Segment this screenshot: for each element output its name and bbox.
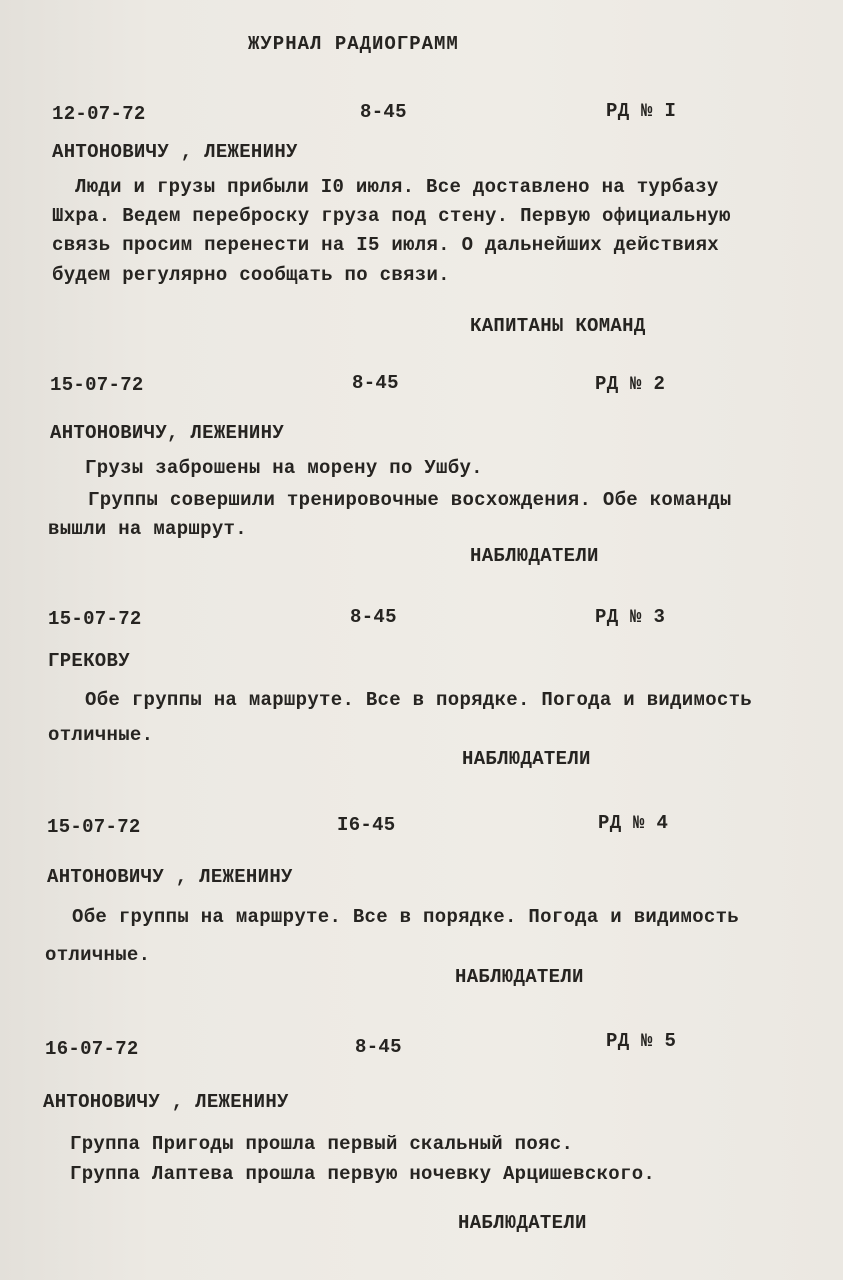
- entry-number: РД № 3: [595, 606, 666, 628]
- entry-line: вышли на маршрут.: [48, 518, 247, 540]
- entry-recipient: АНТОНОВИЧУ , ЛЕЖЕНИНУ: [43, 1091, 289, 1113]
- entry-line: отличные.: [48, 724, 154, 746]
- entry-line: Группа Пригоды прошла первый скальный пояс.: [70, 1133, 574, 1155]
- entry-line: Грузы заброшены на морену по Ушбу.: [85, 457, 483, 479]
- entry-recipient: АНТОНОВИЧУ , ЛЕЖЕНИНУ: [47, 866, 293, 888]
- entry-date: 15-07-72: [50, 374, 144, 396]
- entry-time: I6-45: [337, 814, 396, 836]
- entry-line: Шхра. Ведем переброску груза под стену. Первую официальную: [52, 205, 731, 227]
- entry-number: РД № I: [606, 100, 677, 122]
- entry-signature: НАБЛЮДАТЕЛИ: [462, 748, 591, 770]
- entry-line: отличные.: [45, 944, 151, 966]
- entry-recipient: ГРЕКОВУ: [48, 650, 130, 672]
- entry-number: РД № 5: [606, 1030, 677, 1052]
- entry-line: Обе группы на маршруте. Все в порядке. Погода и видимость: [85, 689, 753, 711]
- entry-date: 15-07-72: [48, 608, 142, 630]
- entry-signature: НАБЛЮДАТЕЛИ: [455, 966, 584, 988]
- entry-number: РД № 2: [595, 373, 666, 395]
- entry-date: 15-07-72: [47, 816, 141, 838]
- journal-title: ЖУРНАЛ РАДИОГРАММ: [248, 33, 459, 55]
- entry-date: 12-07-72: [52, 103, 146, 125]
- entry-signature: НАБЛЮДАТЕЛИ: [458, 1212, 587, 1234]
- entry-line: Группа Лаптева прошла первую ночевку Арцишевского.: [70, 1163, 656, 1185]
- entry-line: связь просим перенести на I5 июля. О дальнейших действиях: [52, 234, 720, 256]
- entry-time: 8-45: [352, 372, 399, 394]
- entry-signature: КАПИТАНЫ КОМАНД: [470, 315, 646, 337]
- entry-time: 8-45: [355, 1036, 402, 1058]
- entry-time: 8-45: [360, 101, 407, 123]
- entry-time: 8-45: [350, 606, 397, 628]
- entry-line: будем регулярно сообщать по связи.: [52, 264, 450, 286]
- entry-line: Обе группы на маршруте. Все в порядке. Погода и видимость: [72, 906, 740, 928]
- entry-date: 16-07-72: [45, 1038, 139, 1060]
- entry-line: Люди и грузы прибыли I0 июля. Все доставлено на турбазу: [75, 176, 719, 198]
- entry-number: РД № 4: [598, 812, 669, 834]
- entry-signature: НАБЛЮДАТЕЛИ: [470, 545, 599, 567]
- entry-recipient: АНТОНОВИЧУ , ЛЕЖЕНИНУ: [52, 141, 298, 163]
- entry-line: Группы совершили тренировочные восхождения. Обе команды: [88, 489, 732, 511]
- entry-recipient: АНТОНОВИЧУ, ЛЕЖЕНИНУ: [50, 422, 285, 444]
